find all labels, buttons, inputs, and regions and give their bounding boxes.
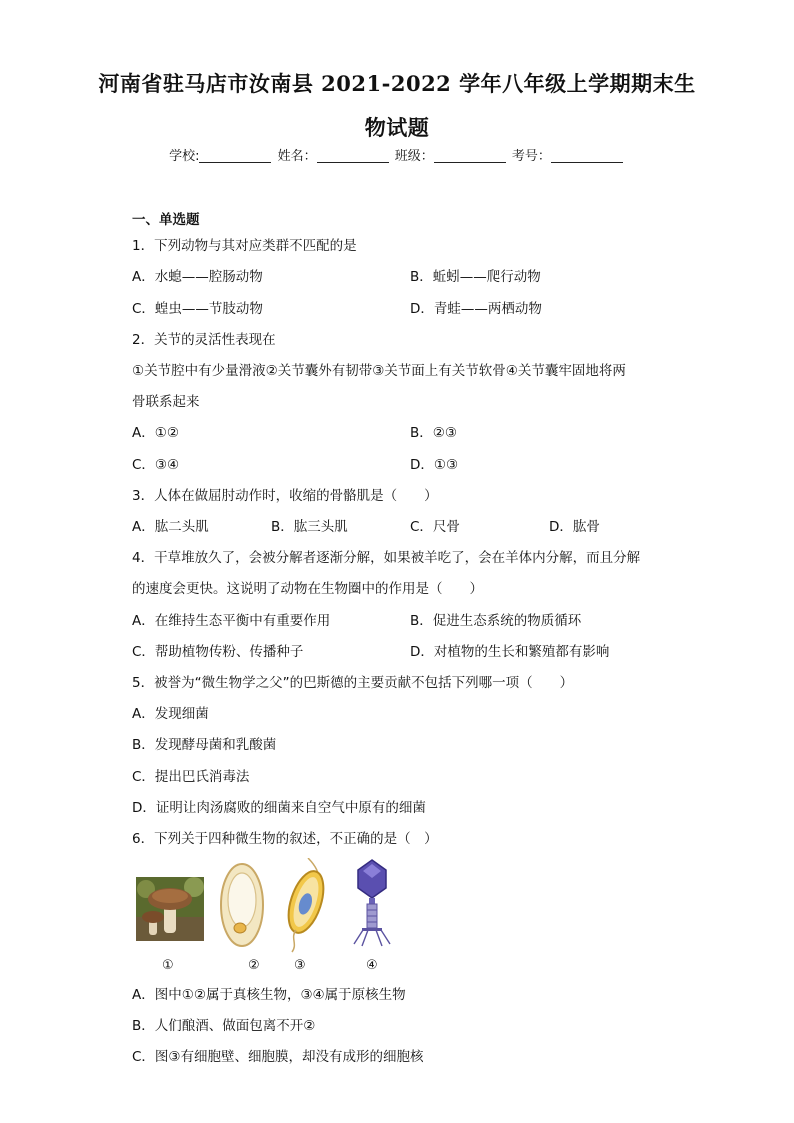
figure-label-1: ① xyxy=(162,958,174,973)
q3-option-a[interactable]: A．肱二头肌 xyxy=(132,519,209,535)
figure-label-4: ④ xyxy=(366,958,378,973)
section-heading: 一、单选题 xyxy=(132,212,200,228)
q4-option-d[interactable]: D．对植物的生长和繁殖都有影响 xyxy=(410,644,610,660)
q2-description-1: ①关节腔中有少量滑液②关节囊外有韧带③关节面上有关节软骨④关节囊牢固地将两 xyxy=(132,363,626,379)
q2-stem: 2．关节的灵活性表现在 xyxy=(132,332,276,348)
class-label: 班级： xyxy=(394,149,434,164)
bacteriophage-image xyxy=(350,858,394,950)
school-blank[interactable] xyxy=(199,148,271,163)
q4-stem-2: 的速度会更快。这说明了动物在生物圈中的作用是（ ） xyxy=(132,581,483,597)
yeast-cell-image xyxy=(218,860,266,950)
q4-option-a[interactable]: A．在维持生态平衡中有重要作用 xyxy=(132,613,331,629)
q2-option-d[interactable]: D．①③ xyxy=(410,457,459,473)
title-line-2: 物试题 xyxy=(364,115,430,140)
q1-option-c[interactable]: C．蝗虫——节肢动物 xyxy=(132,301,263,317)
q6-option-b[interactable]: B．人们酿酒、做面包离不开② xyxy=(132,1018,316,1034)
q1-option-b[interactable]: B．蚯蚓——爬行动物 xyxy=(410,269,541,285)
exam-no-blank[interactable] xyxy=(551,148,623,163)
q6-stem: 6．下列关于四种微生物的叙述，不正确的是（ ） xyxy=(132,831,438,847)
school-label: 学校: xyxy=(169,149,200,164)
q3-option-c[interactable]: C．尺骨 xyxy=(410,519,460,535)
name-label: 姓名： xyxy=(277,149,317,164)
class-blank[interactable] xyxy=(434,148,506,163)
q1-stem: 1．下列动物与其对应类群不匹配的是 xyxy=(132,238,357,254)
figure-label-2: ② xyxy=(248,958,260,973)
q5-option-d[interactable]: D．证明让肉汤腐败的细菌来自空气中原有的细菌 xyxy=(132,800,426,816)
q1-option-a[interactable]: A．水螅——腔肠动物 xyxy=(132,269,263,285)
q5-stem: 5．被誉为“微生物学之父”的巴斯德的主要贡献不包括下列哪一项（ ） xyxy=(132,675,574,691)
bacterium-image xyxy=(282,858,330,954)
q4-option-c[interactable]: C．帮助植物传粉、传播种子 xyxy=(132,644,304,660)
q6-option-c[interactable]: C．图③有细胞壁、细胞膜，却没有成形的细胞核 xyxy=(132,1049,424,1065)
q6-option-a[interactable]: A．图中①②属于真核生物，③④属于原核生物 xyxy=(132,987,406,1003)
name-blank[interactable] xyxy=(317,148,389,163)
q1-option-d[interactable]: D．青蛙——两栖动物 xyxy=(410,301,542,317)
q3-option-d[interactable]: D．肱骨 xyxy=(549,519,600,535)
student-info-row xyxy=(0,145,794,164)
q2-description-2: 骨联系起来 xyxy=(132,394,200,410)
q4-option-b[interactable]: B．促进生态系统的物质循环 xyxy=(410,613,582,629)
q5-option-a[interactable]: A．发现细菌 xyxy=(132,706,209,722)
q3-stem: 3．人体在做屈肘动作时，收缩的骨骼肌是（ ） xyxy=(132,488,438,504)
q2-option-a[interactable]: A．①② xyxy=(132,425,179,441)
q5-option-b[interactable]: B．发现酵母菌和乳酸菌 xyxy=(132,737,277,753)
q2-option-b[interactable]: B．②③ xyxy=(410,425,457,441)
q4-stem-1: 4．干草堆放久了，会被分解者逐渐分解，如果被羊吃了，会在羊体内分解，而且分解 xyxy=(132,550,641,566)
title-line-1: 河南省驻马店市汝南县 2021-2022 学年八年级上学期期末生 xyxy=(98,71,696,96)
q2-option-c[interactable]: C．③④ xyxy=(132,457,180,473)
figure-label-3: ③ xyxy=(294,958,306,973)
q5-option-c[interactable]: C．提出巴氏消毒法 xyxy=(132,769,250,785)
q3-option-b[interactable]: B．肱三头肌 xyxy=(271,519,348,535)
exam-no-label: 考号： xyxy=(511,149,551,164)
mushroom-image xyxy=(136,877,204,941)
